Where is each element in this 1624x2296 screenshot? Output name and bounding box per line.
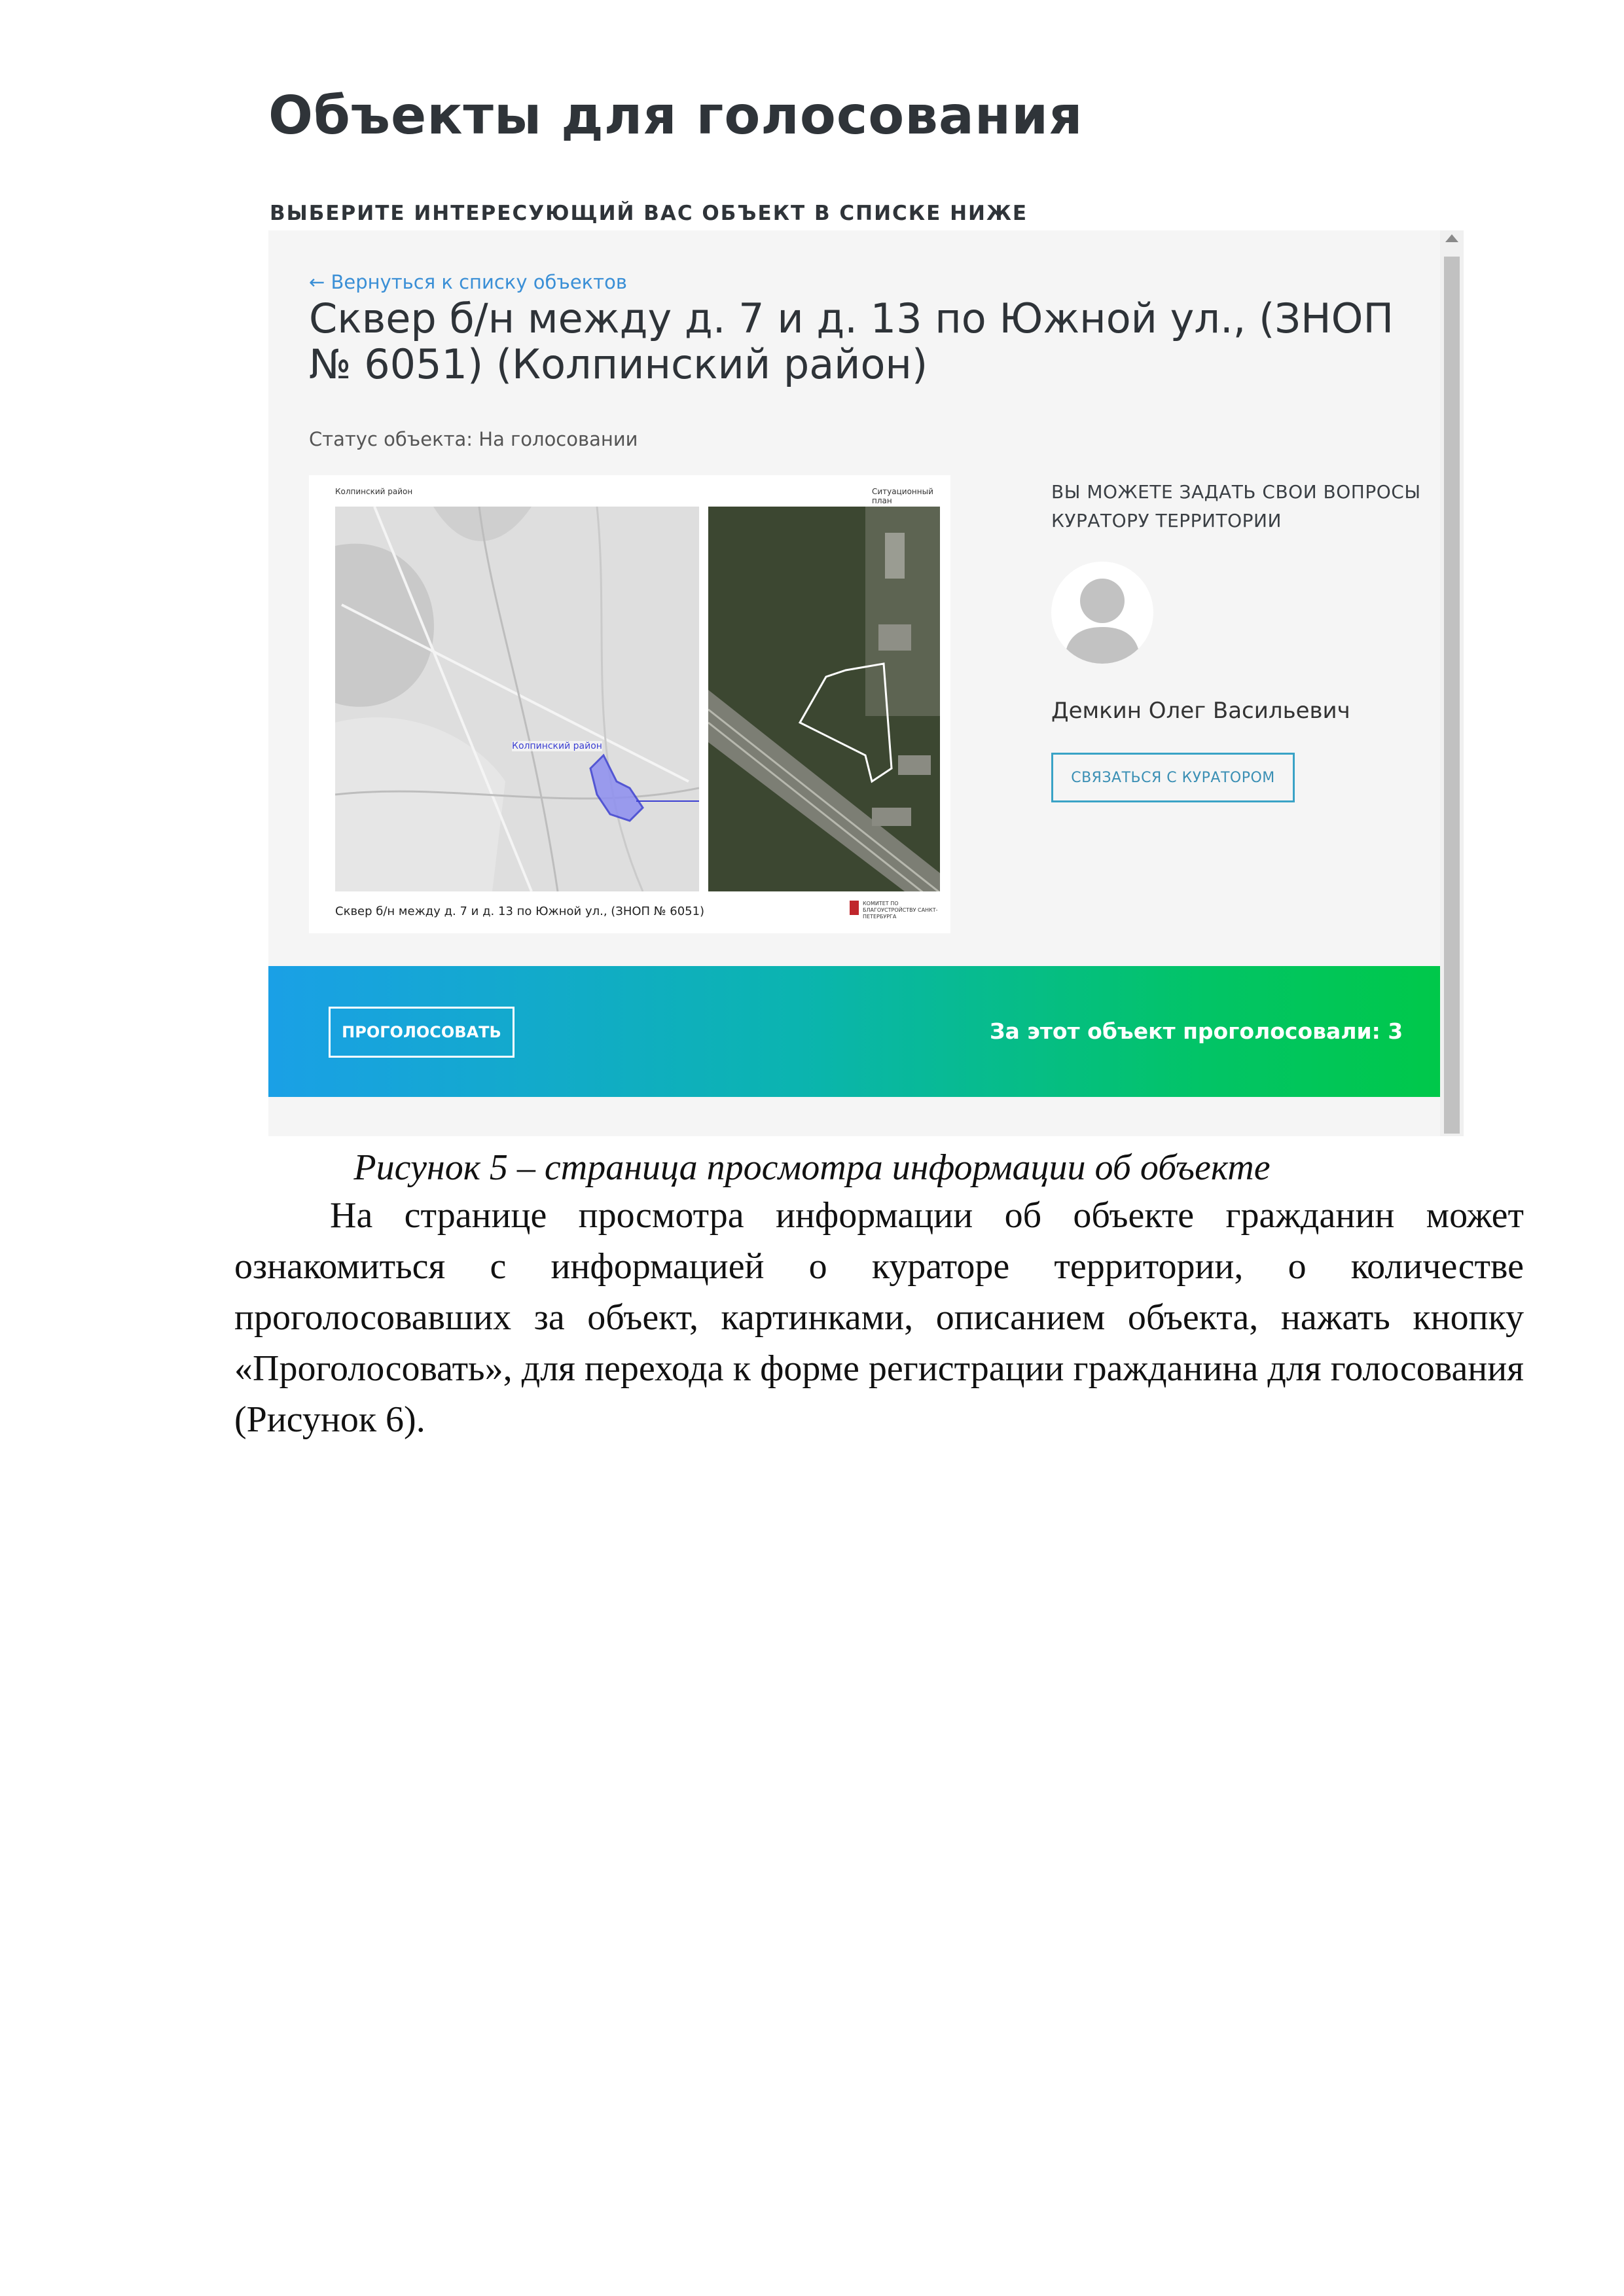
vote-count: За этот объект проголосовали: 3	[990, 1018, 1403, 1044]
contact-curator-button[interactable]: СВЯЗАТЬСЯ С КУРАТОРОМ	[1051, 753, 1295, 802]
avatar	[1051, 562, 1153, 664]
map-footer-caption: Сквер б/н между д. 7 и д. 13 по Южной ул., (ЗНОП № 6051)	[335, 905, 705, 918]
curator-name: Демкин Олег Васильевич	[1051, 698, 1350, 724]
back-to-list-link[interactable]: ← Вернуться к списку объектов	[309, 271, 627, 293]
map-left-header: Колпинский район	[335, 487, 413, 496]
page-title: Объекты для голосования	[268, 85, 1083, 146]
district-map-graphic	[335, 507, 699, 891]
scroll-up-icon[interactable]	[1445, 234, 1458, 242]
district-map	[335, 507, 699, 891]
page-subtitle: ВЫБЕРИТЕ ИНТЕРЕСУЮЩИЙ ВАС ОБЪЕКТ В СПИСКЕ НИЖЕ	[270, 202, 1028, 225]
screenshot-frame	[268, 230, 1464, 1136]
vote-button[interactable]: ПРОГОЛОСОВАТЬ	[329, 1007, 514, 1058]
user-icon	[1051, 562, 1153, 664]
scrollbar-thumb[interactable]	[1444, 257, 1460, 1134]
situation-plan	[708, 507, 940, 891]
curator-prompt: ВЫ МОЖЕТЕ ЗАДАТЬ СВОИ ВОПРОСЫ КУРАТОРУ ТЕРРИТОРИИ	[1051, 481, 1421, 531]
object-title: Сквер б/н между д. 7 и д. 13 по Южной ул., (ЗНОП № 6051) (Колпинский район)	[309, 295, 1394, 388]
figure-caption: Рисунок 5 – страница просмотра информации об объекте	[353, 1147, 1271, 1188]
city-emblem-icon	[850, 901, 859, 915]
map-right-header: Ситуационный план	[872, 487, 933, 505]
object-status: Статус объекта: На голосовании	[309, 428, 638, 450]
district-label: Колпинский район	[512, 741, 602, 751]
situation-plan-graphic	[708, 507, 940, 891]
object-map-image	[309, 475, 950, 933]
vote-banner	[268, 966, 1440, 1097]
emblem-caption: КОМИТЕТ ПО БЛАГОУСТРОЙСТВУ САНКТ-ПЕТЕРБУРГА	[863, 901, 938, 920]
scrollbar[interactable]	[1440, 230, 1464, 1136]
body-paragraph: На странице просмотра информации об объекте гражданин может ознакомиться с информацией о кураторе территории, о количестве проголосовавших за объект, картинками, описанием объекта, нажать кнопку «Проголосовать», для перехода к форме регистрации гражданина для голосования (Рисунок 6).	[234, 1195, 1524, 1440]
